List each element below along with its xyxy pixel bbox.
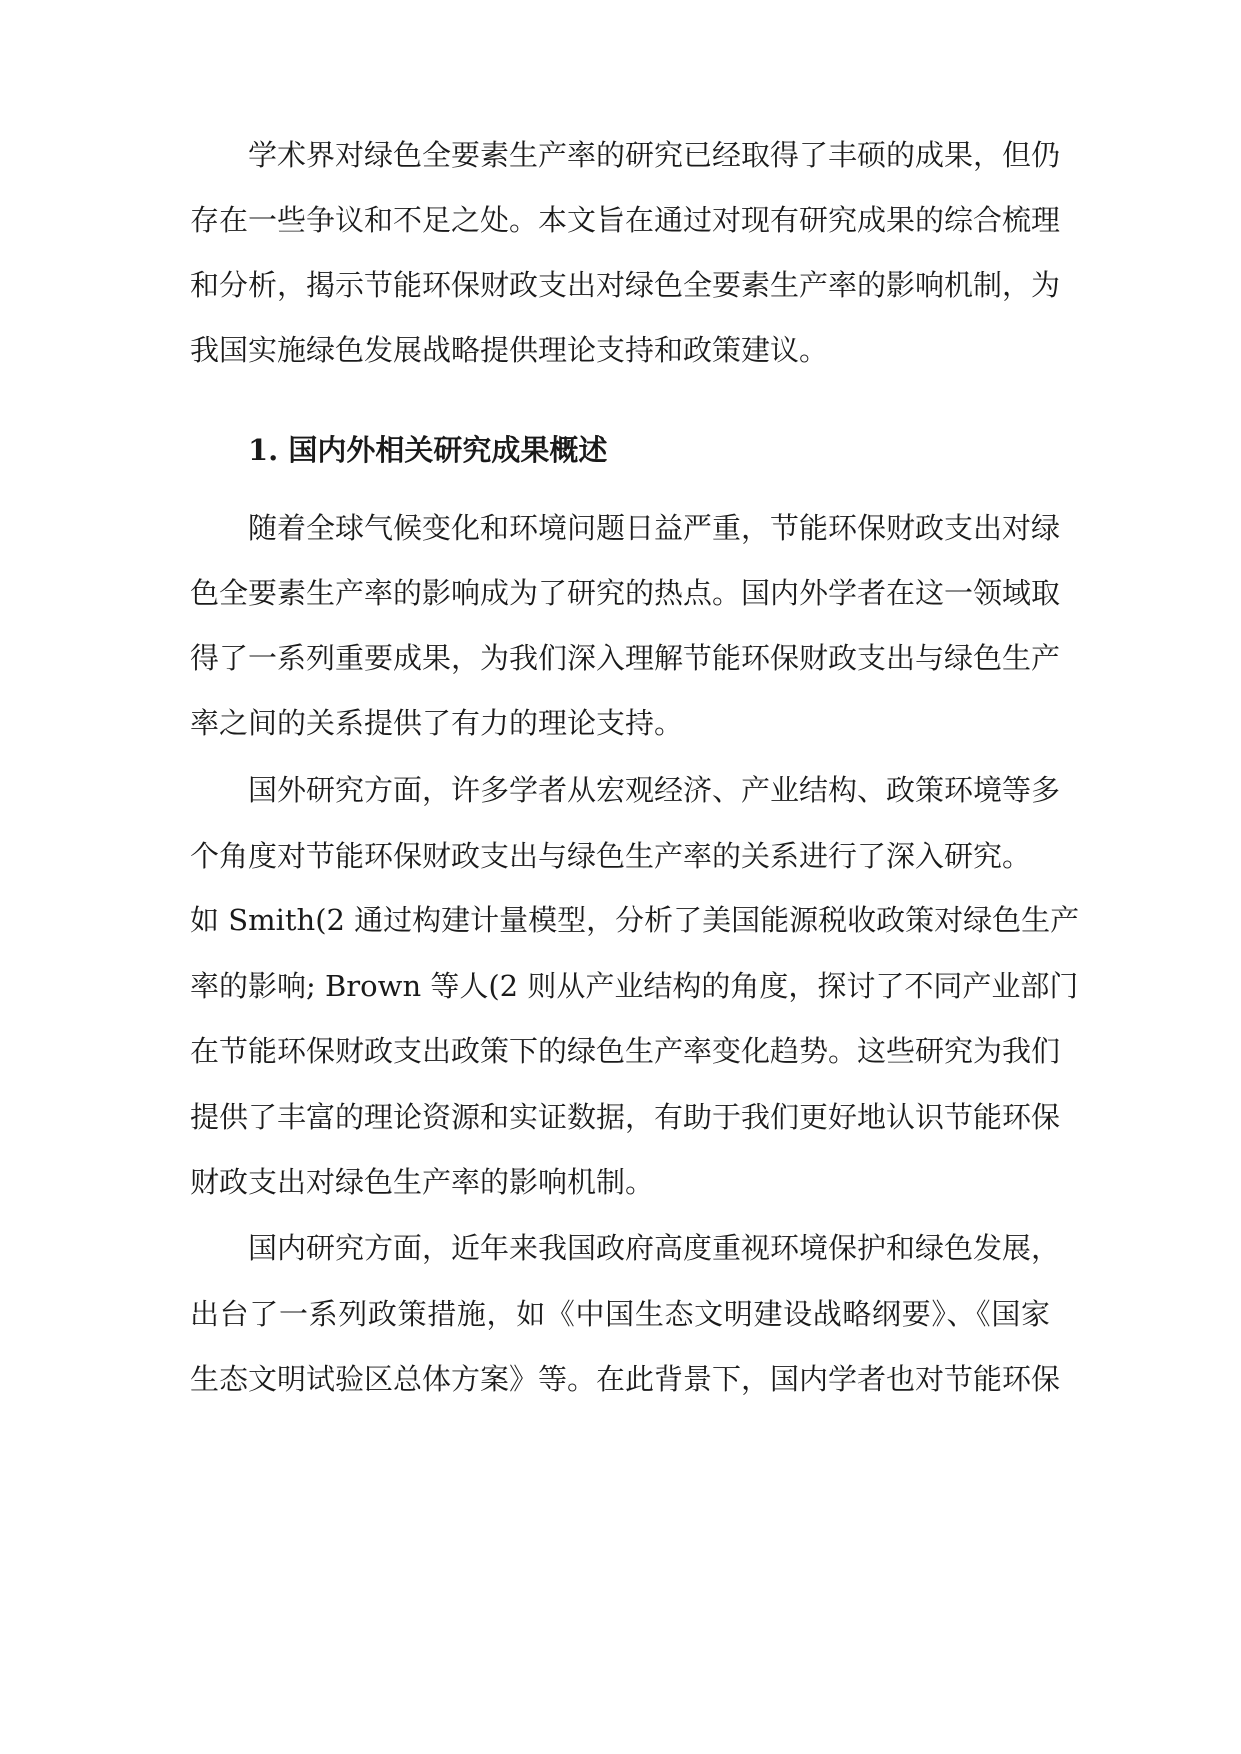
p2-line-3: 如 Smith(2 通过构建计量模型，分析了美国能源税收政策对绿色生产 [190, 903, 1080, 937]
p3-line-1: 国内研究方面，近年来我国政府高度重视环境保护和绿色发展， [248, 1231, 1061, 1265]
p1-line-2: 色全要素生产率的影响成为了研究的热点。国内外学者在这一领域取 [190, 576, 1061, 610]
intro-line-2: 存在一些争议和不足之处。本文旨在通过对现有研究成果的综合梳理 [190, 203, 1061, 237]
p3-line-3: 生态文明试验区总体方案》等。在此背景下，国内学者也对节能环保 [190, 1362, 1061, 1396]
p2-line-5: 在节能环保财政支出政策下的绿色生产率变化趋势。这些研究为我们 [190, 1034, 1061, 1068]
p2-line-7: 财政支出对绿色生产率的影响机制。 [190, 1165, 655, 1199]
p2-line-4: 率的影响; Brown 等人(2 则从产业结构的角度，探讨了不同产业部门 [190, 969, 1079, 1003]
intro-line-4: 我国实施绿色发展战略提供理论支持和政策建议。 [190, 333, 829, 367]
p1-line-3: 得了一系列重要成果，为我们深入理解节能环保财政支出与绿色生产 [190, 641, 1061, 675]
p2-line-1: 国外研究方面，许多学者从宏观经济、产业结构、政策环境等多 [248, 773, 1061, 807]
p2-line-6: 提供了丰富的理论资源和实证数据，有助于我们更好地认识节能环保 [190, 1100, 1061, 1134]
p3-line-2: 出台了一系列政策措施，如《中国生态文明建设战略纲要》、《国家 [190, 1297, 1050, 1331]
p1-line-4: 率之间的关系提供了有力的理论支持。 [190, 706, 684, 740]
p2-line-2: 个角度对节能环保财政支出与绿色生产率的关系进行了深入研究。 [190, 839, 1032, 873]
section-heading: 1. 国内外相关研究成果概述 [248, 433, 608, 467]
intro-line-3: 和分析，揭示节能环保财政支出对绿色全要素生产率的影响机制，为 [190, 268, 1061, 302]
p1-line-1: 随着全球气候变化和环境问题日益严重，节能环保财政支出对绿 [248, 511, 1061, 545]
intro-line-1: 学术界对绿色全要素生产率的研究已经取得了丰硕的成果，但仍 [248, 138, 1061, 172]
